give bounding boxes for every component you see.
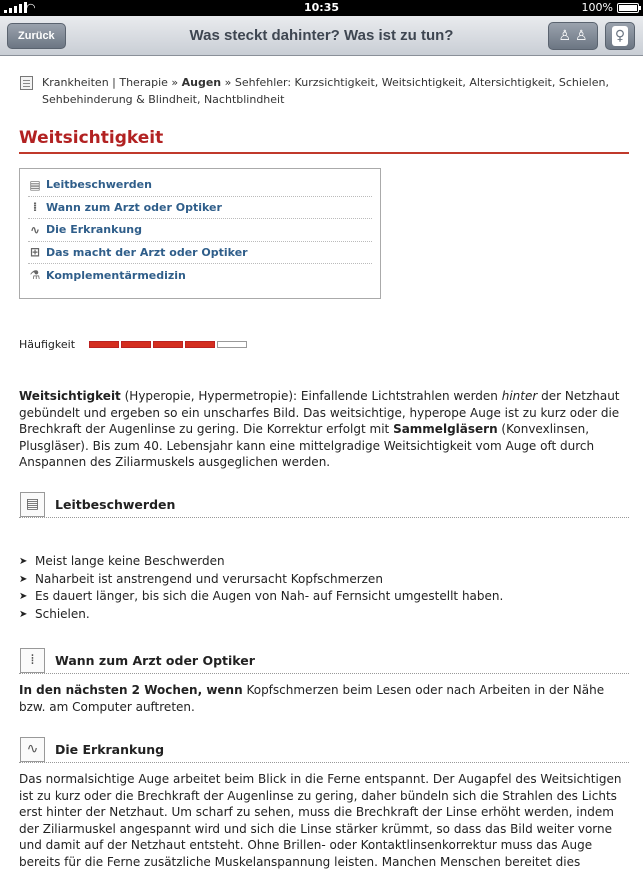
person-female-icon: ♙ (575, 28, 588, 44)
table-of-contents (19, 168, 381, 299)
status-bar (0, 0, 643, 16)
female-symbol-icon: ♀ (612, 26, 628, 46)
wann-strong: In den nächsten 2 Wochen, wenn (19, 683, 243, 697)
section-erkrankung (19, 737, 629, 763)
section-wann (19, 648, 629, 674)
clipboard-icon: ▤ (20, 492, 45, 517)
intro-strong: Sammelgläsern (393, 422, 498, 436)
people-button[interactable] (548, 22, 598, 50)
intro-text: (Konvexlinsen, Plusgläser). Bis zum 40. Lebensjahr kann eine mittelgradige Weitsichtigkeit vom Auge oft durch Anspannen des Ziliarmuskels ausgeglichen werden. (19, 422, 595, 469)
breadcrumb-path[interactable]: Krankheiten | Therapie » (42, 76, 182, 89)
intro-term: Weitsichtigkeit (19, 389, 121, 403)
clipboard-icon: ▤ (29, 177, 41, 192)
toc-item-erkrankung[interactable] (28, 219, 372, 242)
status-time: 10:35 (303, 1, 339, 14)
frequency-label: Häufigkeit (19, 338, 76, 351)
wann-text: Kopfschmerzen beim Lesen oder nach Arbeiten in der Nähe bzw. am Computer auftreten. (19, 683, 605, 714)
female-button[interactable] (605, 22, 635, 50)
breadcrumb-augen[interactable]: Augen (181, 76, 222, 89)
navigation-bar (0, 16, 643, 56)
section-title: Wann zum Arzt oder Optiker (55, 653, 255, 668)
frequency-segment (185, 341, 215, 348)
breadcrumb-current: » Sehfehler: Kurzsichtigkeit, Weitsichtigkeit, Altersichtigkeit, Schielen, Sehbehinderung & Blindheit, Nachtblindheit (42, 76, 609, 106)
intro-text: der Netzhaut gebündelt und ergeben so ein unscharfes Bild. Das weitsichtige, hyperope Auge ist zu kurz oder die Brechkraft der Augenlinse zu gering. Die Korrektur erfolgt mit (19, 389, 620, 436)
intro-emphasis: hinter (501, 389, 538, 403)
toc-item-arzt[interactable] (28, 242, 372, 265)
frequency-indicator (19, 338, 247, 351)
intro-text: (Hyperopie, Hypermetropie): Einfallende Lichtstrahlen werden (120, 389, 502, 403)
toc-label: Wann zum Arzt oder Optiker (46, 200, 222, 214)
list-item: ➤ Meist lange keine Beschwerden (19, 553, 624, 571)
list-item: ➤ Schielen. (19, 606, 624, 624)
battery-icon (617, 3, 639, 13)
stethoscope-icon: ∿ (29, 222, 41, 237)
medical-kit-icon: ⊞ (29, 245, 41, 260)
section-title: Die Erkrankung (55, 742, 165, 757)
frequency-segment (217, 341, 247, 348)
document-icon (20, 76, 33, 90)
footprints-icon: ⁞ (20, 648, 45, 673)
back-button[interactable]: Zurück (7, 23, 66, 49)
nav-title: Was steckt dahinter? Was ist zu tun? (189, 27, 454, 44)
toc-item-komplementaer[interactable] (28, 264, 372, 287)
list-item: ➤ Es dauert länger, bis sich die Augen von Nah- auf Fernsicht umgestellt haben. (19, 588, 624, 606)
footprints-icon: ⁞ (32, 200, 38, 215)
toc-label: Die Erkrankung (46, 223, 142, 237)
frequency-segment (153, 341, 183, 348)
person-male-icon: ♙ (558, 28, 571, 44)
section-title: Leitbeschwerden (55, 497, 176, 512)
page-title: Weitsichtigkeit (19, 128, 629, 154)
section-leitbeschwerden (19, 492, 629, 518)
stethoscope-icon: ∿ (20, 737, 45, 762)
mortar-icon: ⚗ (29, 268, 41, 283)
battery-percent: 100% (581, 1, 613, 14)
toc-item-leitbeschwerden[interactable] (28, 174, 372, 197)
wifi-icon: ◠ (26, 1, 36, 14)
list-item: ➤ Naharbeit ist anstrengend und verursacht Kopfschmerzen (19, 571, 624, 589)
breadcrumb (19, 74, 629, 108)
toc-label: Komplementärmedizin (46, 268, 186, 282)
wann-paragraph (19, 682, 624, 715)
frequency-segment (121, 341, 151, 348)
frequency-bar (89, 341, 247, 348)
toc-label: Leitbeschwerden (46, 178, 152, 192)
erkrankung-paragraph: Das normalsichtige Auge arbeitet beim Blick in die Ferne entspannt. Der Augapfel des Weitsichtigen ist zu kurz oder die Brechkraft der Augenlinse zu gering, daher bündeln sich die Strahlen des Lichts erst hinter der Netzhaut. Um scharf zu sehen, muss die Brechkraft der Linse erhöht werden, indem der Ziliarmuskel angespannt wird und sich die Linse stärker krümmt, so dass das Bild weiter vorne und damit auf der Netzhaut entsteht. Ohne Brillen- oder Kontaktlinsenkorrektur muss das Auge bereits für die Ferne zusätzliche Muskelanspannung leisten. Manchen Menschen bereitet dies (19, 772, 622, 869)
frequency-segment (89, 341, 119, 348)
toc-item-wann[interactable] (28, 197, 372, 220)
symptoms-list (19, 553, 624, 623)
toc-label: Das macht der Arzt oder Optiker (46, 245, 248, 259)
intro-paragraph (19, 388, 624, 471)
